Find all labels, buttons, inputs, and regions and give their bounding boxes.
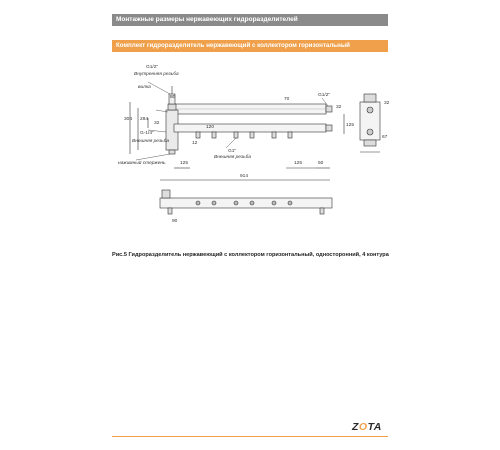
section-title: Монтажные размеры нержавеющих гидроразделителей xyxy=(112,14,388,26)
footer-divider xyxy=(112,436,388,437)
label-g12-right: G1/2" xyxy=(318,93,331,98)
dim-125c: 125 xyxy=(346,123,355,128)
dim-67: 67 xyxy=(382,135,388,140)
plan-view-bar xyxy=(160,198,332,208)
label-g1: G1" xyxy=(228,149,237,154)
dim-914: 914 xyxy=(240,174,249,179)
dim-125a: 125 xyxy=(180,161,189,166)
label-rod: нажимный стержень xyxy=(118,161,166,166)
dim-12: 12 xyxy=(192,141,198,146)
dim-125b: 125 xyxy=(294,161,303,166)
label-inner-thread: Внутренняя резьба xyxy=(134,72,179,77)
collector-bar-bottom xyxy=(174,124,326,132)
zota-logo: ZOTA xyxy=(352,421,382,433)
label-g12-left: G1/2" xyxy=(146,65,159,70)
section-subtitle: Комплект гидроразделитель нержавеющий с коллектором горизонтальный xyxy=(112,40,388,52)
dim-32b: 32 xyxy=(336,105,342,110)
dim-32a: 32 xyxy=(154,121,160,126)
label-outer-thread-2: Внешняя резьба xyxy=(214,155,251,160)
technical-drawing xyxy=(108,58,394,228)
dim-284: 284 xyxy=(140,117,149,122)
label-g14: G-1/4" xyxy=(140,131,154,136)
dim-90: 90 xyxy=(172,219,178,224)
dim-304: 304 xyxy=(124,117,133,122)
label-outer-thread: Внешняя резьба xyxy=(132,139,169,144)
dim-80: 80 xyxy=(170,95,176,100)
dim-120: 120 xyxy=(206,125,215,130)
label-plug: вилка xyxy=(138,85,151,90)
dim-32c: 32 xyxy=(384,101,390,106)
dim-50: 50 xyxy=(318,161,324,166)
figure-caption: Рис.5 Гидроразделитель нержавеющий с коллектором горизонтальный, односторонний, 4 контура xyxy=(112,252,389,258)
dim-70: 70 xyxy=(284,97,290,102)
